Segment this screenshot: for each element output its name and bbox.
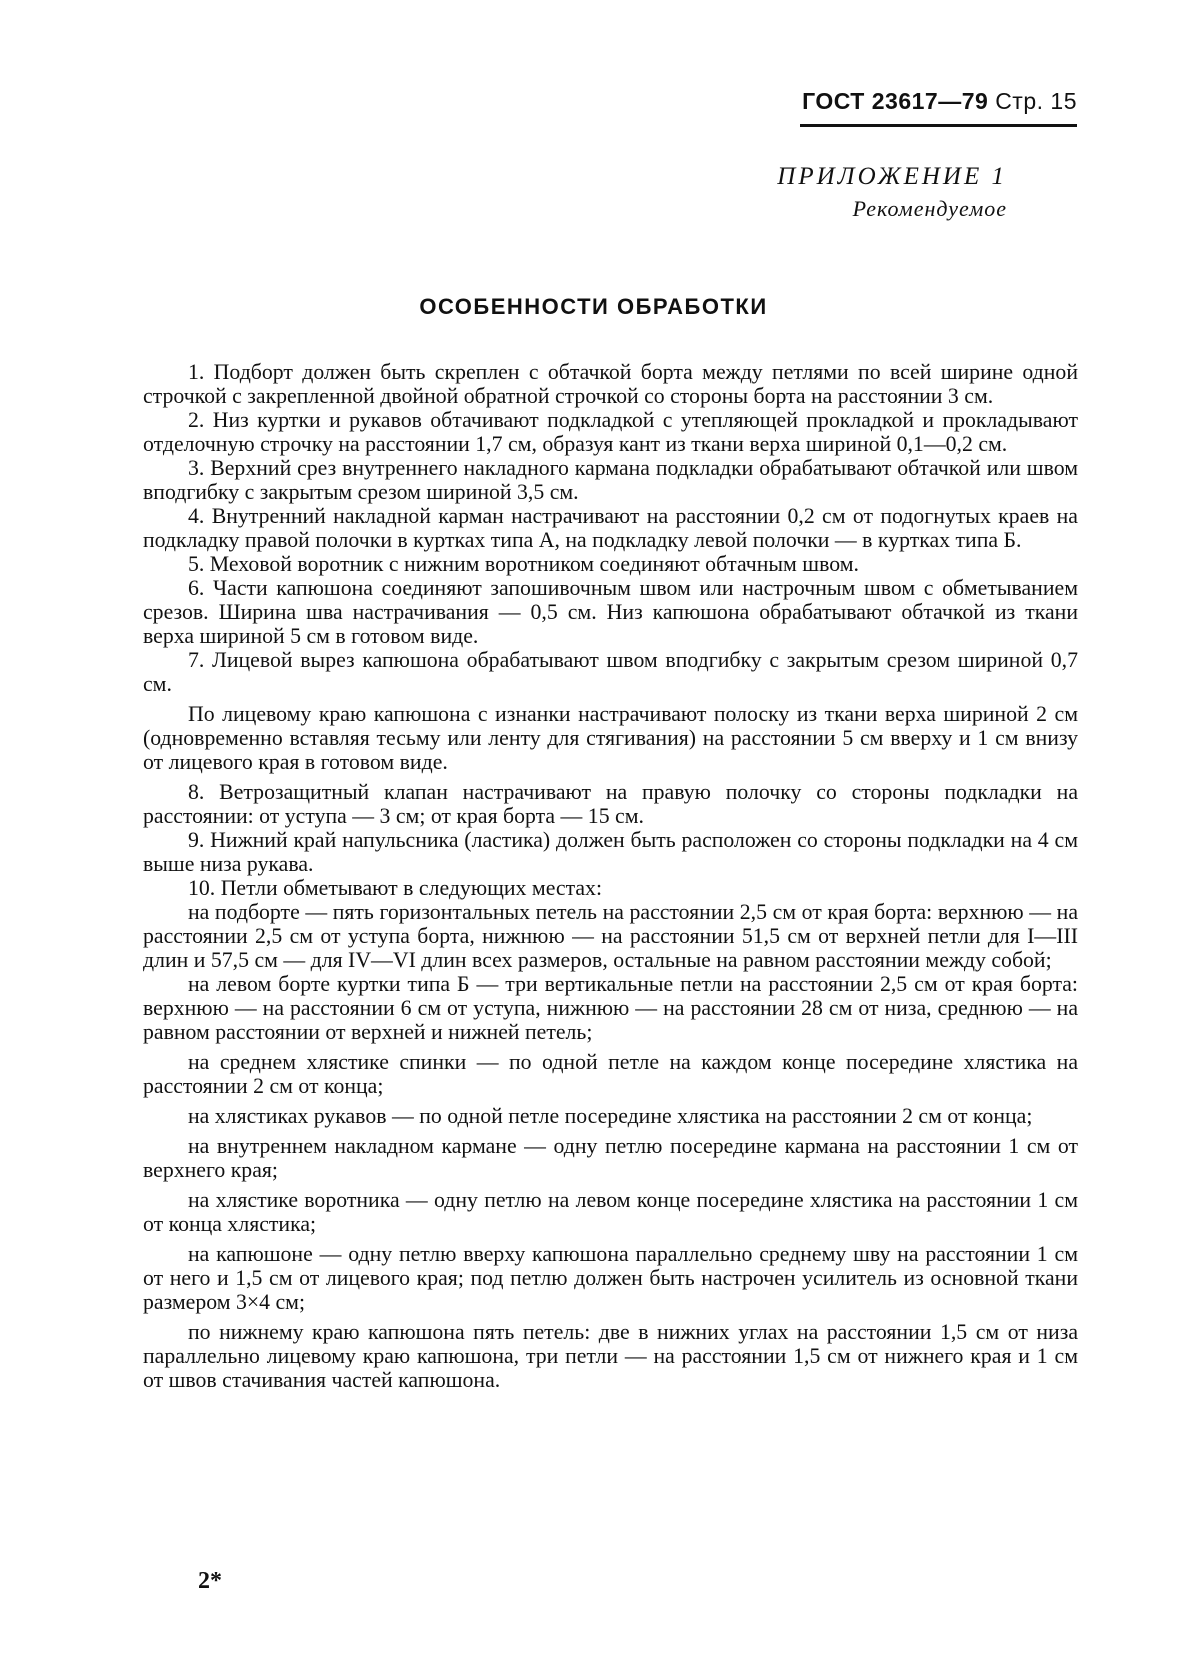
paragraph: По лицевому краю капюшона с изнанки настрачивают полоску из ткани верха шириной 2 см (одновременно вставляя тесьму или ленту для стягивания) на расстоянии 5 см вверху и 1 см внизу от лицевого края в готовом виде. bbox=[143, 702, 1078, 774]
paragraph: 7. Лицевой вырез капюшона обрабатывают швом вподгибку с закрытым срезом шириной 0,7 см. bbox=[143, 648, 1078, 696]
paragraph: 9. Нижний край напульсника (ластика) должен быть расположен со стороны подкладки на 4 см выше низа рукава. bbox=[143, 828, 1078, 876]
paragraph: на хлястике воротника — одну петлю на левом конце посередине хлястика на расстоянии 1 см от конца хлястика; bbox=[143, 1188, 1078, 1236]
body-text bbox=[143, 360, 1078, 1392]
paragraph: 6. Части капюшона соединяют запошивочным швом или настрочным швом с обметыванием срезов. Ширина шва настрачивания — 0,5 см. Низ капюшона обрабатывают обтачкой из ткани верха шириной 5 см в готовом виде. bbox=[143, 576, 1078, 648]
paragraph: 2. Низ куртки и рукавов обтачивают подкладкой с утепляющей прокладкой и прокладывают отделочную строчку на расстоянии 1,7 см, образуя кант из ткани верха шириной 0,1—0,2 см. bbox=[143, 408, 1078, 456]
paragraph: по нижнему краю капюшона пять петель: две в нижних углах на расстоянии 1,5 см от низа параллельно лицевому краю капюшона, три петли — на расстоянии 1,5 см от нижнего края и 1 см от швов стачивания частей капюшона. bbox=[143, 1320, 1078, 1392]
section-title: ОСОБЕННОСТИ ОБРАБОТКИ bbox=[419, 294, 768, 319]
appendix-title: ПРИЛОЖЕНИЕ 1 bbox=[777, 163, 1007, 190]
paragraph: на внутреннем накладном кармане — одну петлю посередине кармана на расстоянии 1 см от верхнего края; bbox=[143, 1134, 1078, 1182]
paragraph: 10. Петли обметывают в следующих местах: bbox=[188, 876, 603, 900]
paragraph: на левом борте куртки типа Б — три вертикальные петли на расстоянии 2,5 см от края борта: верхнюю — на расстоянии 6 см от уступа, нижнюю — на расстоянии 28 см от низа, среднюю — на равном расстоянии от верхней и нижней петель; bbox=[143, 972, 1078, 1044]
gost-number: ГОСТ 23617—79 bbox=[802, 88, 989, 114]
page-number: Стр. 15 bbox=[995, 88, 1077, 114]
paragraph: на подборте — пять горизонтальных петель на расстоянии 2,5 см от края борта: верхнюю — на расстоянии 2,5 см от уступа борта, нижнюю — на расстоянии 51,5 см от верхней петли для I—III длин и 57,5 см — для IV—VI длин всех размеров, остальные на равном расстоянии между собой; bbox=[143, 900, 1078, 972]
appendix-subtitle: Рекомендуемое bbox=[852, 196, 1007, 221]
appendix-label bbox=[777, 160, 1007, 224]
page-header bbox=[777, 88, 1077, 115]
paragraph: на капюшоне — одну петлю вверху капюшона параллельно среднему шву на расстоянии 1 см от него и 1,5 см от лицевого края; под петлю должен быть настрочен усилитель из основной ткани размером 3×4 см; bbox=[143, 1242, 1078, 1314]
paragraph: 3. Верхний срез внутреннего накладного кармана подкладки обрабатывают обтачкой или швом вподгибку с закрытым срезом шириной 3,5 см. bbox=[143, 456, 1078, 504]
paragraph: 8. Ветрозащитный клапан настрачивают на правую полочку со стороны подкладки на расстоянии: от уступа — 3 см; от края борта — 15 см. bbox=[143, 780, 1078, 828]
paragraph: на среднем хлястике спинки — по одной петле на каждом конце посередине хлястика на расстоянии 2 см от конца; bbox=[143, 1050, 1078, 1098]
paragraph: 5. Меховой воротник с нижним воротником соединяют обтачным швом. bbox=[188, 552, 859, 576]
paragraph: 1. Подборт должен быть скреплен с обтачкой борта между петлями по всей ширине одной строчкой с закрепленной двойной обратной строчкой со стороны борта на расстоянии 3 см. bbox=[143, 360, 1078, 408]
header-rule bbox=[800, 124, 1077, 127]
signature-mark: 2* bbox=[198, 1568, 222, 1594]
paragraph: 4. Внутренний накладной карман настрачивают на расстоянии 0,2 см от подогнутых краев на подкладку правой полочки в куртках типа А, на подкладку левой полочки — в куртках типа Б. bbox=[143, 504, 1078, 552]
paragraph: на хлястиках рукавов — по одной петле посередине хлястика на расстоянии 2 см от конца; bbox=[188, 1104, 1033, 1128]
